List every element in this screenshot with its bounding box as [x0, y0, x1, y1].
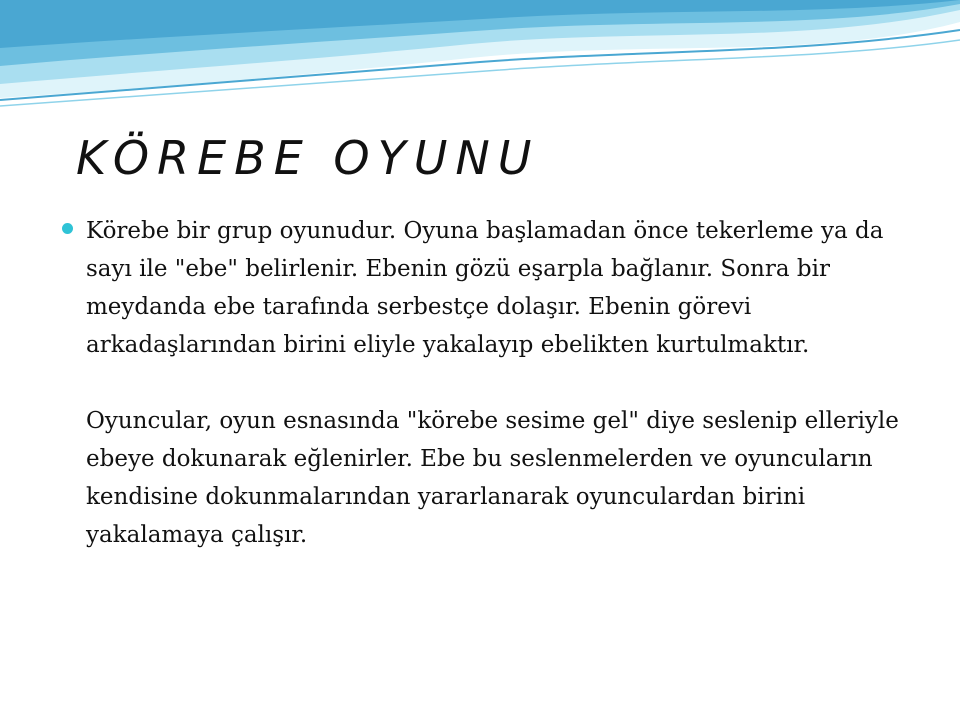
body-paragraph-1: Körebe bir grup oyunudur. Oyuna başlamadan önce tekerleme ya da sayı ile "ebe" belirlenir. Ebenin gözü eşarpla bağlanır. Sonra bir meydanda ebe tarafında serbestçe dolaşır. Ebenin görevi arkadaşlarından birini eliyle yakalayıp ebelikten kurtulmaktır. — [86, 218, 884, 358]
header-wave-decoration — [0, 0, 960, 120]
bullet-item — [62, 212, 922, 554]
slide-title: KÖREBE OYUNU — [76, 131, 540, 185]
paragraph-spacer — [86, 364, 922, 402]
body-paragraph-2: Oyuncular, oyun esnasında "körebe sesime gel" diye seslenip elleriyle ebeye dokunarak eğlenirler. Ebe bu seslenmelerden ve oyuncuların kendisine dokunmalarından yararlanarak oyunculardan birini yakalamaya çalışır. — [86, 408, 899, 548]
bullet-dot-icon — [62, 223, 73, 234]
slide-body — [62, 212, 922, 554]
